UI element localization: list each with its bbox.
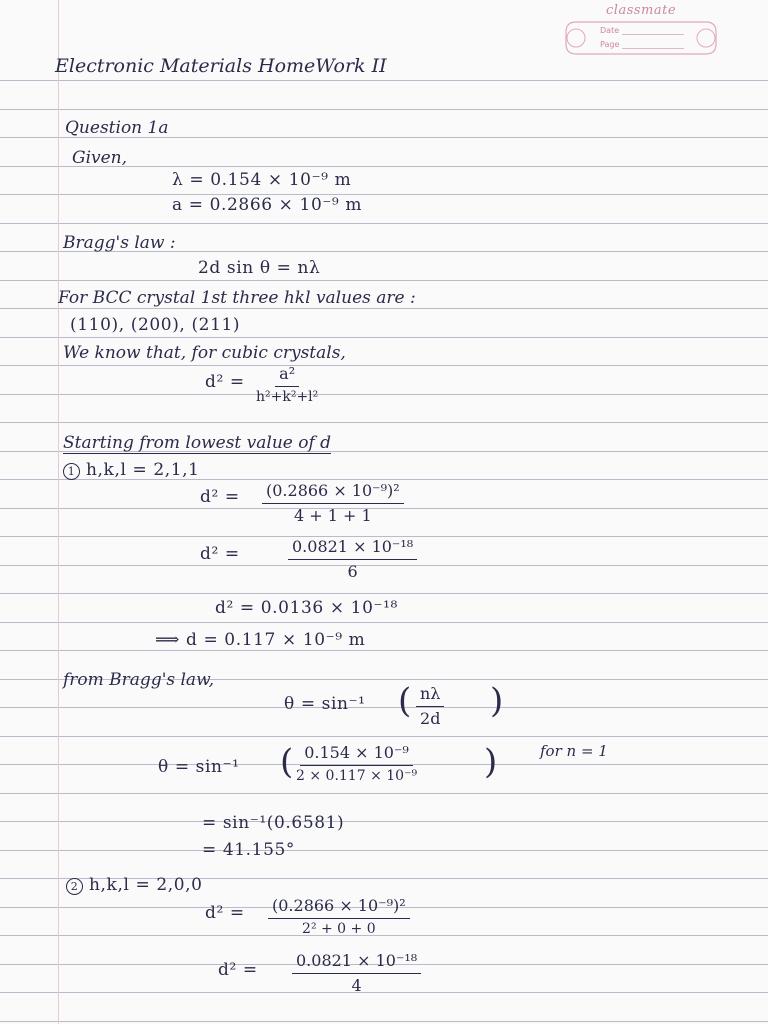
date-box-border [562,18,720,58]
from-bragg-label: from Bragg's law, [63,670,215,690]
bragg-equation: 2d sin θ = nλ [198,258,321,278]
rule-line [0,394,768,395]
question-label: Question 1a [65,118,169,138]
paren-close: ) [484,742,498,782]
paren-close: ) [490,681,504,721]
n-note: for n = 1 [540,742,608,760]
margin-line [58,0,59,1024]
rule-line [0,337,768,338]
rule-line [0,109,768,110]
case1-step2-denominator: 6 [347,562,358,581]
case1-step2-numerator: 0.0821 × 10⁻¹⁸ [288,537,417,560]
rule-line [0,793,768,794]
page-field: Page [600,40,684,49]
rule-line [0,365,768,366]
cubic-fraction [256,364,318,405]
date-field: Date [600,26,684,35]
rule-line [0,821,768,822]
theta-formula-denominator: 2d [420,709,441,728]
theta-formula-lhs: θ = sin⁻¹ [284,694,366,714]
starting-statement [63,433,331,453]
case2-step1-fraction [268,896,410,937]
given-label: Given, [72,148,128,168]
rule-line [0,1021,768,1022]
case2-hkl-row [66,875,203,895]
case2-step2-denominator: 4 [351,976,362,995]
case1-hkl: h,k,l = 2,1,1 [86,460,200,480]
case2-hkl: h,k,l = 2,0,0 [89,875,203,895]
theta-formula-numerator: nλ [416,684,444,707]
theta-sub-fraction [296,743,417,784]
case1-step1-fraction [262,481,404,525]
page-title: Electronic Materials HomeWork II [55,55,387,77]
rule-line [0,280,768,281]
rule-line [0,223,768,224]
rule-line [0,80,768,81]
case2-step1-numerator: (0.2866 × 10⁻⁹)² [268,896,410,919]
case2-step1-lhs: d² = [205,903,245,923]
cubic-lhs: d² = [205,372,245,392]
case1-step1-denominator: 4 + 1 + 1 [293,506,372,525]
rule-line [0,707,768,708]
case2-step2-lhs: d² = [218,960,258,980]
rule-line [0,593,768,594]
case1-step1-lhs: d² = [200,487,240,507]
case1-step2-lhs: d² = [200,544,240,564]
rule-line [0,622,768,623]
rule-line [0,650,768,651]
case2-step2-fraction [292,951,421,995]
rule-line [0,194,768,195]
bragg-heading: Bragg's law : [63,233,176,253]
case1-number: 1 [63,463,80,480]
cubic-statement: We know that, for cubic crystals, [63,343,346,363]
theta-sub-denominator: 2 × 0.117 × 10⁻⁹ [296,768,418,784]
given-lambda: λ = 0.154 × 10⁻⁹ m [172,170,352,190]
given-a: a = 0.2866 × 10⁻⁹ m [172,195,363,215]
cubic-numerator: a² [275,364,299,387]
bcc-hkl-values: (110), (200), (211) [70,315,241,335]
cubic-denominator: h²+k²+l² [256,389,319,405]
theta-result: = 41.155° [202,840,296,860]
paren-open: ( [280,742,294,782]
theta-sub-lhs: θ = sin⁻¹ [158,757,240,777]
case1-step2-fraction [288,537,417,581]
theta-formula-fraction [416,684,444,728]
starting-text: Starting from lowest value of d [63,433,332,453]
rule-line [0,422,768,423]
case2-number: 2 [66,878,83,895]
brand-logo: classmate [606,3,677,18]
case1-step1-numerator: (0.2866 × 10⁻⁹)² [262,481,404,504]
case1-hkl-row [63,460,200,480]
date-page-box [562,18,720,58]
paren-open: ( [398,681,412,721]
bcc-statement: For BCC crystal 1st three hkl values are : [58,288,416,308]
theta-sub-numerator: 0.154 × 10⁻⁹ [300,743,413,766]
rule-line [0,736,768,737]
theta-value: = sin⁻¹(0.6581) [202,813,345,833]
case1-step3: d² = 0.0136 × 10⁻¹⁸ [215,598,398,618]
case2-step2-numerator: 0.0821 × 10⁻¹⁸ [292,951,421,974]
case1-step4: ⟹ d = 0.117 × 10⁻⁹ m [155,630,366,650]
rule-line [0,850,768,851]
case2-step1-denominator: 2² + 0 + 0 [302,921,376,937]
rule-line [0,308,768,309]
